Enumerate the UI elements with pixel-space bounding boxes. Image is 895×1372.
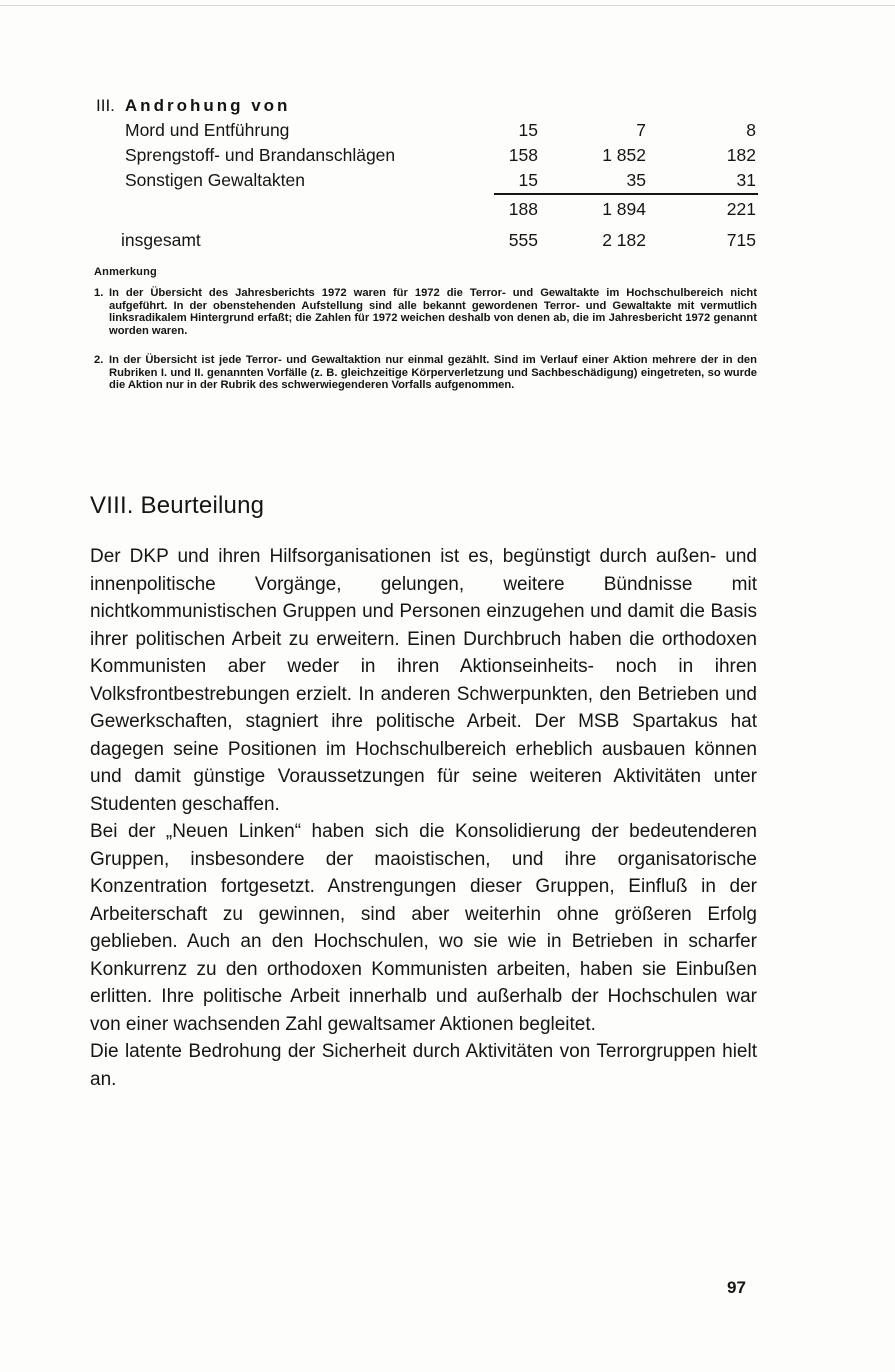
- chapter-heading: VIII. Beurteilung: [90, 492, 265, 519]
- chapter-body: [90, 543, 757, 1093]
- cell-col1: 158: [508, 145, 538, 165]
- table-row: [0, 168, 895, 192]
- subtotal-row: [0, 197, 895, 221]
- cell-col2: 1 852: [602, 145, 646, 165]
- subtotal-rule: [494, 193, 758, 195]
- total-col1: 555: [508, 230, 538, 250]
- note-number: 1.: [94, 287, 104, 299]
- total-label: insgesamt: [121, 230, 201, 250]
- cell-col3: 8: [746, 120, 756, 140]
- row-label: Sonstigen Gewaltakten: [125, 170, 305, 190]
- total-col2: 2 182: [602, 230, 646, 250]
- note-item: [94, 287, 757, 337]
- total-col3: 715: [726, 230, 756, 250]
- paragraph: Bei der „Neuen Linken“ haben sich die Konsolidierung der bedeutenderen Gruppen, insbesondere der maoistischen, und ihre organisatorische Konzentration fortgesetzt. Anstrengungen dieser Gruppen, Einfluß in der Arbeiterschaft zu gewinnen, sind aber weiterhin ohne größeren Erfolg geblieben. Auch an den Hochschulen, wo sie wie in Betrieben in scharfer Konkurrenz zu den orthodoxen Kommunisten arbeiten, haben sie Einbußen erlitten. Ihre politische Arbeit innerhalb und außerhalb der Hochschulen war von einer wachsenden Zahl gewaltsamer Aktionen begleitet.: [90, 821, 757, 1035]
- paragraph: Der DKP und ihren Hilfsorganisationen ist es, begünstigt durch außen- und innenpolitische Vorgänge, gelungen, weitere Bündnisse mit nichtkommunistischen Gruppen und Personen einzugehen und damit die Basis ihrer politischen Arbeit zu erweitern. Einen Durchbruch haben die orthodoxen Kommunisten aber weder in ihren Aktionseinheits- noch in ihren Volksfrontbestrebungen erzielt. In anderen Schwerpunkten, den Betrieben und Gewerkschaften, stagniert ihre politische Arbeit. Der MSB Spartakus hat dagegen seine Positionen im Hochschulbereich erheblich ausbauen können und damit günstige Voraussetzungen für seine weiteren Aktivitäten unter Studenten geschaffen.: [90, 546, 757, 815]
- row-label: Mord und Entführung: [125, 120, 290, 140]
- cell-col3: 31: [736, 170, 756, 190]
- cell-col1: 15: [518, 120, 538, 140]
- cell-col1: 15: [518, 170, 538, 190]
- table-row: [0, 143, 895, 167]
- note-text: In der Übersicht des Jahresberichts 1972 waren für 1972 die Terror- und Gewaltakte im Hochschulbereich nicht aufgeführt. In der obenstehenden Aufstellung sind alle bekannt gewordenen Terror- und Gewaltakte mit vermutlich linksradikalem Hintergrund erfaßt; die Zahlen für 1972 weichen deshalb von denen ab, die im Jahresbericht 1972 genannt worden waren.: [109, 287, 757, 337]
- notes-heading: Anmerkung: [94, 266, 157, 278]
- cell-col3: 182: [726, 145, 756, 165]
- table-row: [0, 118, 895, 142]
- section-iii-title: [96, 96, 290, 116]
- cell-col2: 7: [636, 120, 646, 140]
- section-iii-number: III.: [96, 96, 115, 115]
- note-text: In der Übersicht ist jede Terror- und Gewaltaktion nur einmal gezählt. Sind im Verlauf einer Aktion mehrere der in den Rubriken I. und II. genannten Vorfälle (z. B. gleichzeitige Körperverletzung und Sachbeschädigung) eingetreten, so wurde die Aktion nur in der Rubrik des schwerwiegenderen Vorfalls aufgenommen.: [109, 354, 757, 392]
- row-label: Sprengstoff- und Brandanschlägen: [125, 145, 396, 165]
- subtotal-col3: 221: [726, 199, 756, 219]
- paragraph: Die latente Bedrohung der Sicherheit durch Aktivitäten von Terrorgruppen hielt an.: [90, 1041, 757, 1090]
- subtotal-col2: 1 894: [602, 199, 646, 219]
- subtotal-col1: 188: [508, 199, 538, 219]
- note-item: [94, 354, 757, 392]
- total-row: [0, 228, 895, 252]
- page-number: 97: [727, 1278, 746, 1297]
- cell-col2: 35: [626, 170, 646, 190]
- section-iii-title-text: Androhung von: [124, 96, 291, 115]
- note-number: 2.: [94, 354, 104, 366]
